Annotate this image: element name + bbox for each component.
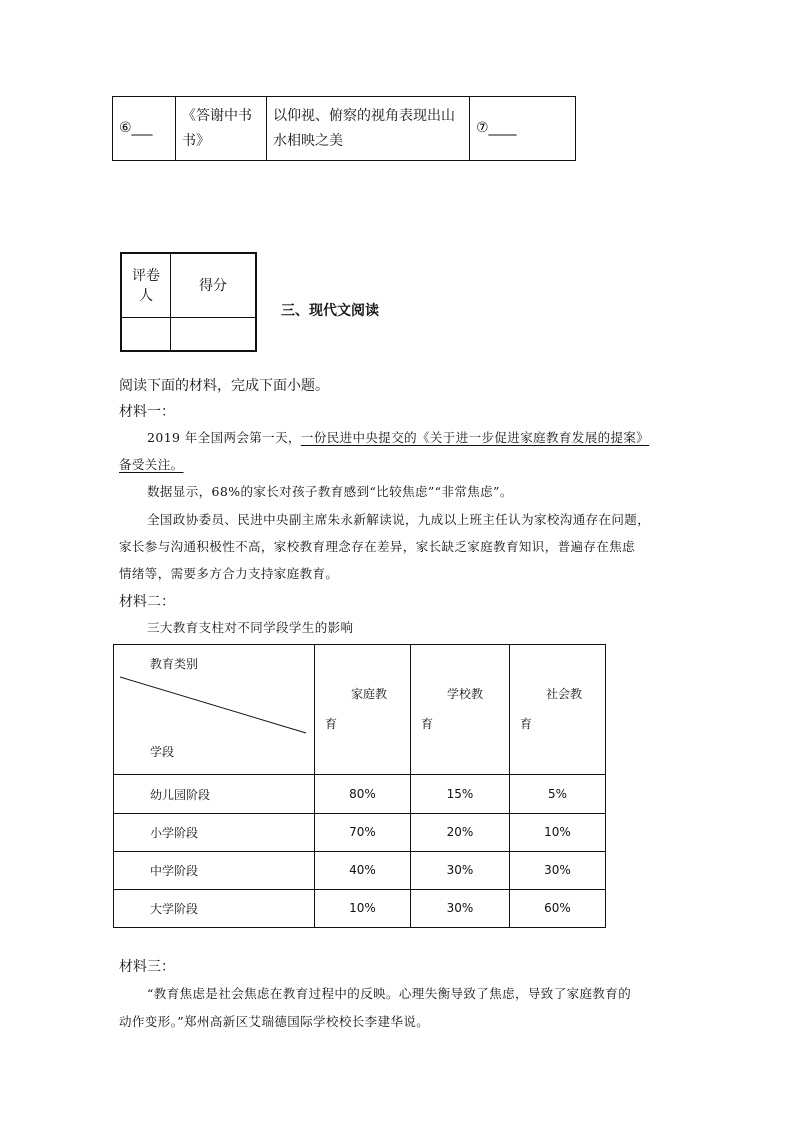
corner-top-label: 教育类别	[150, 657, 199, 671]
value-cell: 70%	[315, 813, 411, 851]
corner-header-cell	[114, 645, 315, 775]
material-one-p3-line2: 家长参与沟通积极性不高，家校教育理念存在差异，家长缺乏家庭教育知识，普遍存在焦虑	[119, 539, 636, 554]
value-cell: 20%	[411, 813, 510, 851]
reviewer-label	[121, 253, 171, 317]
material-two-label: 材料二：	[119, 594, 175, 610]
diagonal-line	[114, 645, 314, 775]
value-cell: 10%	[510, 813, 606, 851]
header-line: 育	[520, 717, 533, 731]
material-one-p3-line3: 情绪等，需要多方合力支持家庭教育。	[119, 566, 339, 581]
material-one-p1-line1	[147, 428, 649, 446]
value-cell: 40%	[315, 851, 411, 889]
value-cell: 60%	[510, 889, 606, 927]
header-line: 学校教	[447, 687, 484, 701]
title-line: 《答谢中书	[182, 107, 252, 124]
reviewer-label-line: 评卷	[132, 268, 160, 285]
header-line: 育	[421, 717, 434, 731]
material-three-p1-line1: “教育焦虑是社会焦虑在教育过程中的反映。心理失衡导致了焦虑，导致了家庭教育的	[147, 986, 632, 1001]
table-row	[113, 97, 576, 161]
value-cell: 5%	[510, 775, 606, 813]
stage-cell: 大学阶段	[114, 889, 315, 927]
poem-table	[112, 96, 576, 161]
score-box	[120, 252, 257, 352]
value-cell: 30%	[510, 851, 606, 889]
blank-seven: ⑦____	[470, 97, 576, 161]
section-title: 三、现代文阅读	[281, 303, 379, 319]
value-cell: 30%	[411, 889, 510, 927]
header-school	[411, 645, 510, 775]
material-one-p3-line1: 全国政协委员、民进中央副主席朱永新解读说，九成以上班主任认为家校沟通存在问题，	[147, 512, 651, 527]
header-line: 育	[325, 717, 338, 731]
value-cell: 15%	[411, 775, 510, 813]
value-cell: 10%	[315, 889, 411, 927]
table-row	[114, 813, 606, 851]
instruction: 阅读下面的材料，完成下面小题。	[119, 378, 329, 394]
header-line: 家庭教	[351, 687, 388, 701]
underlined-text: 一份民进中央提交的《关于进一步促进家庭教育发展的提案》	[300, 430, 650, 445]
score-label: 得分	[171, 253, 257, 317]
corner-bottom-label: 学段	[150, 745, 175, 759]
table-row	[114, 775, 606, 813]
description-cell	[267, 97, 470, 161]
text: 2019 年全国两会第一天，	[147, 430, 301, 445]
table-header-row	[114, 645, 606, 775]
material-one-p1-line2: 备受关注。	[119, 457, 184, 472]
description-line: 水相映之美	[273, 132, 343, 149]
header-society	[510, 645, 606, 775]
value-cell: 30%	[411, 851, 510, 889]
value-cell: 80%	[315, 775, 411, 813]
stage-cell: 幼儿园阶段	[114, 775, 315, 813]
table-row	[114, 889, 606, 927]
table-caption: 三大教育支柱对不同学段学生的影响	[147, 620, 354, 635]
education-table	[113, 644, 606, 928]
stage-cell: 中学阶段	[114, 851, 315, 889]
title-line: 书》	[182, 132, 210, 149]
score-field[interactable]	[171, 317, 257, 351]
stage-cell: 小学阶段	[114, 813, 315, 851]
reviewer-label-line: 人	[139, 288, 153, 305]
table-row	[114, 851, 606, 889]
title-cell	[176, 97, 267, 161]
blank-six: ⑥___	[113, 97, 176, 161]
header-line: 社会教	[546, 687, 583, 701]
reviewer-field[interactable]	[121, 317, 171, 351]
description-line: 以仰视、俯察的视角表现出山	[273, 107, 455, 124]
material-three-label: 材料三：	[119, 959, 175, 975]
header-family	[315, 645, 411, 775]
material-one-p2: 数据显示，68%的家长对孩子教育感到“比较焦虑”“非常焦虑”。	[147, 484, 513, 499]
material-one-label: 材料一：	[119, 404, 175, 420]
material-three-p1-line2: 动作变形。”郑州高新区艾瑞德国际学校校长李建华说。	[119, 1014, 430, 1029]
